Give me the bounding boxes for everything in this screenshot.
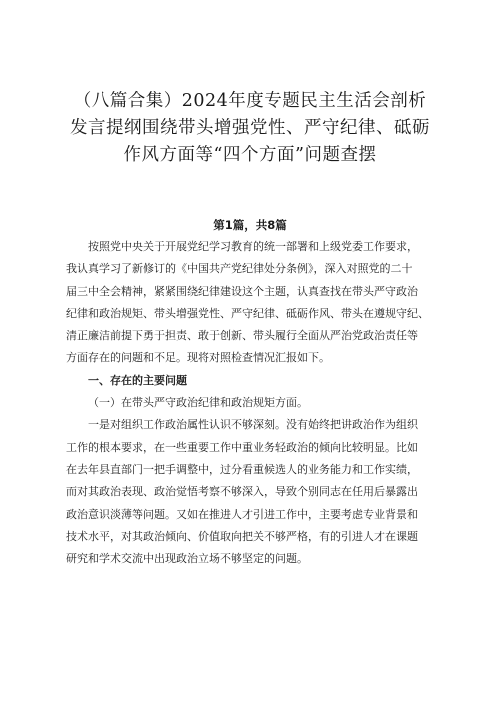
intro-line: 届三中全会精神，紧紧围绕纪律建设这个主题，认真查找在带头严守政治 xyxy=(66,284,418,298)
intro-line: 纪律和政治规矩、带头增强党性、严守纪律、砥砺作风、带头在遵规守纪、 xyxy=(66,306,429,320)
intro-line: 方面存在的问题和不足。现将对照检查情况汇报如下。 xyxy=(66,351,330,365)
document-body xyxy=(66,236,438,570)
paragraph-line: 政治意识淡薄等问题。又如在推进人才引进工作中，主要考虑专业背景和 xyxy=(66,507,418,521)
paragraph-line: 技术水平，对其政治倾向、价值取向把关不够严格，有的引进人才在课题 xyxy=(66,529,418,543)
title-line: 作风方面等“四个方面”问题查摆 xyxy=(123,145,377,165)
section-heading: 一、存在的主要问题 xyxy=(88,373,187,387)
paragraph-line: 而对其政治表现、政治觉悟考察不够深入，导致个别同志在任用后暴露出 xyxy=(66,485,418,499)
paragraph-line: 研究和学术交流中出现政治立场不够坚定的问题。 xyxy=(66,552,308,566)
paragraph-line: 工作的根本要求，在一些重要工作中重业务轻政治的倾向比较明显。比如 xyxy=(66,440,418,454)
paragraph-line: 在去年县直部门一把手调整中，过分看重候选人的业务能力和工作实绩， xyxy=(66,462,418,476)
intro-line: 我认真学习了新修订的《中国共产党纪律处分条例》，深入对照党的二十 xyxy=(66,262,413,276)
title-line: 发言提纲围绕带头增强党性、严守纪律、砥砺 xyxy=(70,118,430,138)
part-indicator: 第1篇，共8篇 xyxy=(213,218,287,232)
subsection-heading: （一）在带头严守政治纪律和政治规矩方面。 xyxy=(88,396,308,410)
document-title xyxy=(60,88,440,169)
intro-line: 清正廉洁前提下勇于担责、敢于创新、带头履行全面从严治党政治责任等 xyxy=(66,329,418,343)
intro-line: 按照党中央关于开展党纪学习教育的统一部署和上级党委工作要求， xyxy=(88,240,418,253)
paragraph-line: 一是对组织工作政治属性认识不够深刻。没有始终把讲政治作为组织 xyxy=(88,418,418,432)
title-line: （八篇合集）2024年度专题民主生活会剖析 xyxy=(73,91,427,111)
